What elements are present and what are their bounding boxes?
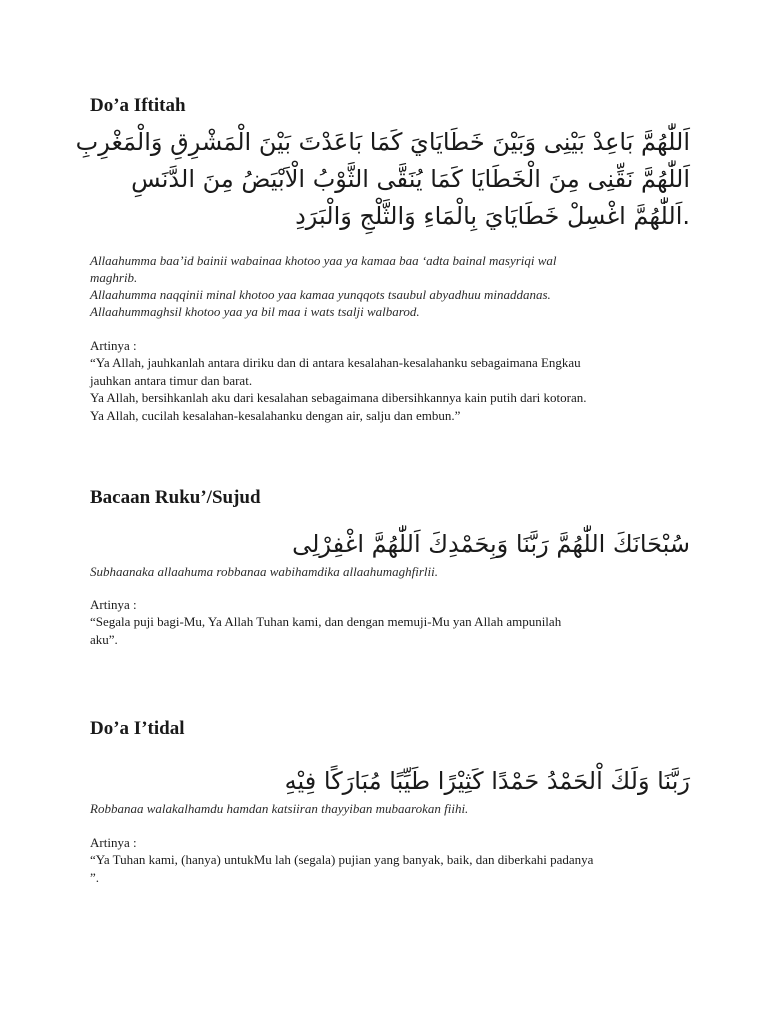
meaning-line: “Ya Allah, jauhkanlah antara diriku dan di antara kesalahan-kesalahanku sebagaimana Engkau [90, 355, 581, 370]
transliteration [90, 252, 690, 320]
meaning-line: Ya Allah, cucilah kesalahan-kesalahanku dengan air, salju dan embun.” [90, 407, 461, 423]
meaning-text [90, 851, 690, 886]
section-heading: Do’a Iftitah [90, 95, 186, 116]
meaning-line: jauhkan antara timur dan barat. [90, 372, 253, 388]
section-heading: Do’a I’tidal [90, 718, 185, 739]
transliteration-line: Allaahumma baa’id bainii wabainaa khotoo yaa ya kamaa baa ‘adta bainal masyriqi wal [90, 253, 557, 268]
meaning-line: “Ya Tuhan kami, (hanya) untukMu lah (segala) pujian yang banyak, baik, dan diberkahi padanya [90, 852, 594, 867]
meaning-text [90, 613, 690, 648]
arabic-line: .اَللّٰهُمَّ اغْسِلْ خَطَايَايَ بِالْمَاءِ وَالثَّلْجِ وَالْبَرَدِ [295, 202, 690, 230]
transliteration-line: Robbanaa walakalhamdu hamdan katsiiran thayyiban mubaarokan fiihi. [90, 801, 469, 816]
arabic-line: اَللّٰهُمَّ بَاعِدْ بَيْنِى وَبَيْنَ خَطَايَايَ كَمَا بَاعَدْتَ بَيْنَ الْمَشْرِقِ وَالْمَغْرِبِ [75, 128, 690, 156]
meaning-line: aku”. [90, 631, 118, 647]
section-heading: Bacaan Ruku’/Sujud [90, 487, 261, 508]
arabic-text [90, 526, 690, 563]
transliteration-line: Subhaanaka allaahuma robbanaa wabihamdika allaahumaghfirlii. [90, 564, 438, 579]
arabic-line: سُبْحَانَكَ اللّٰهُمَّ رَبَّنَا وَبِحَمْدِكَ اَللّٰهُمَّ اغْفِرْلِى [292, 530, 690, 558]
transliteration-line: Allaahumma naqqinii minal khotoo yaa kamaa yunqqots tsaubul abyadhuu minaddanas. [90, 287, 551, 302]
section-doa-iftitah [75, 94, 690, 424]
transliteration [90, 563, 690, 580]
meaning-label: Artinya : [90, 338, 137, 353]
meaning-line: “Segala puji bagi-Mu, Ya Allah Tuhan kami, dan dengan memuji-Mu yan Allah ampunilah [90, 614, 562, 629]
transliteration-line: maghrib. [90, 270, 138, 285]
arabic-text [75, 124, 690, 235]
meaning-line: ”. [90, 869, 100, 885]
meaning-label: Artinya : [90, 835, 137, 850]
arabic-line: اَللّٰهُمَّ نَقِّنِى مِنَ الْخَطَايَا كَمَا يُنَقَّى الثَّوْبُ الْاَبْيَضُ مِنَ الدَّنَسِ [131, 165, 690, 193]
section-bacaan-ruku-sujud [90, 486, 690, 648]
section-doa-itidal [90, 717, 690, 886]
transliteration-line: Allaahummaghsil khotoo yaa ya bil maa i wats tsalji walbarod. [90, 304, 420, 319]
transliteration [90, 800, 690, 817]
meaning-label: Artinya : [90, 597, 137, 612]
meaning-line: Ya Allah, bersihkanlah aku dari kesalahan sebagaimana dibersihkannya kain putih dari kotoran. [90, 390, 587, 405]
arabic-text [90, 763, 690, 800]
meaning-text [90, 354, 690, 424]
arabic-line: رَبَّنَا وَلَكَ اْلحَمْدُ حَمْدًا كَثِيْرًا طَيِّبًا مُبَارَكًا فِيْهِ [284, 767, 690, 795]
